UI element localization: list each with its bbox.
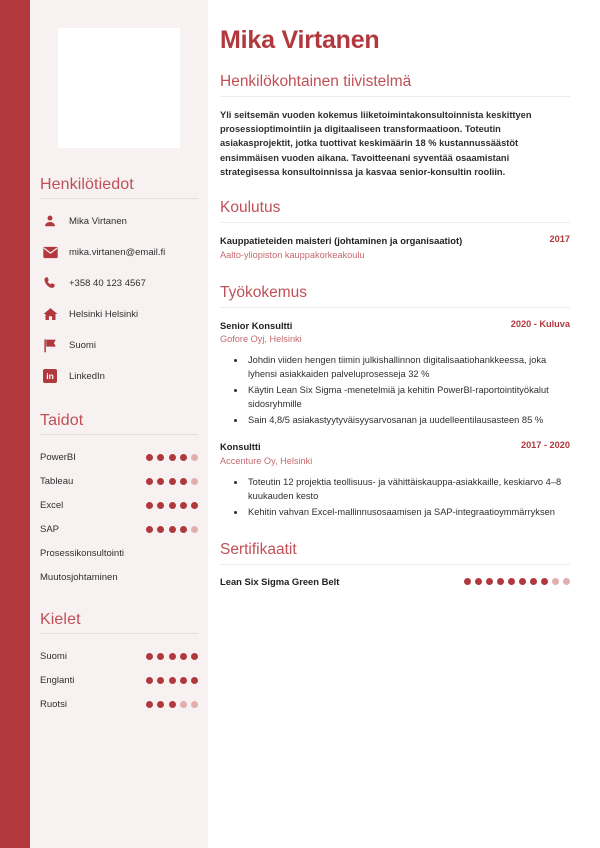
rating-dot: [169, 526, 176, 533]
rating-dot: [146, 502, 153, 509]
section-certificates: [220, 541, 570, 587]
phone-icon: [40, 274, 60, 292]
skill-label: SAP: [40, 523, 60, 535]
education-school: Aalto-yliopiston kauppakorkeakoulu: [220, 249, 365, 260]
section-education: [220, 199, 570, 262]
rating-dot: [191, 454, 198, 461]
rating-dot: [146, 454, 153, 461]
rating-dot: [169, 677, 176, 684]
skill-label: Prosessikonsultointi: [40, 547, 124, 559]
rating-dot: [191, 478, 198, 485]
page-title: Mika Virtanen: [220, 26, 380, 54]
language-row: [40, 668, 198, 692]
section-experience: [220, 284, 570, 519]
certificates-rule: [220, 564, 570, 565]
sidebar-section-languages: [30, 611, 208, 716]
contact-row-phone[interactable]: [40, 271, 198, 295]
skill-label: PowerBI: [40, 451, 76, 463]
experience-bullet: • Toteutin 12 projektia teollisuus- ja vähittäiskauppa-asiakkaille, keskiarvo 4–8 kuukauden kesto: [246, 475, 570, 503]
experience-company: Gofore Oyj, Helsinki: [220, 334, 302, 345]
education-list: [220, 234, 570, 262]
contact-location-text: Helsinki Helsinki: [69, 308, 139, 320]
rating-dot: [191, 502, 198, 509]
certificates-list: [220, 576, 570, 587]
rating-dots: [464, 578, 570, 585]
summary-title: Henkilökohtainen tiivistelmä: [220, 73, 412, 90]
rating-dots: [146, 653, 198, 660]
flag-icon: [40, 336, 60, 354]
rating-dot: [146, 701, 153, 708]
rating-dot: [180, 526, 187, 533]
rating-dot: [464, 578, 471, 585]
experience-entry-head: [220, 440, 570, 454]
experience-list: [220, 319, 570, 519]
language-label: Ruotsi: [40, 698, 67, 710]
rating-dot: [157, 502, 164, 509]
rating-dot: [191, 526, 198, 533]
main-content: [208, 0, 600, 848]
contact-nationality-text: Suomi: [69, 339, 96, 351]
rating-dot: [157, 454, 164, 461]
language-row: [40, 692, 198, 716]
rating-dot: [563, 578, 570, 585]
experience-bullet: • Johdin viiden hengen tiimin julkishallinnon digitalisaatiohankkeessa, joka lyhensi asiakkaiden palveluprosesseja 32 %: [246, 353, 570, 381]
rating-dot: [519, 578, 526, 585]
sidebar-skills-title: Taidot: [40, 412, 84, 429]
summary-text: Yli seitsemän vuoden kokemus liiketoimintakonsultoinnista keskittyen prosessioptimointiin ja digitaaliseen transformaatioon. Toteutin asiakasprojektit, jotka tuottivat keskimäärin 18 % kustannussäästöt ensimmäisen vuoden aikana. Tavoitteenani syventää osaamistani strategisessa konsultoinnissa ja kasvaa senior-konsultin rooliin.: [220, 110, 532, 177]
certificate-name: Lean Six Sigma Green Belt: [220, 575, 340, 587]
rating-dot: [180, 502, 187, 509]
rating-dot: [169, 478, 176, 485]
rating-dot: [146, 677, 153, 684]
rating-dot: [169, 701, 176, 708]
experience-company: Accenture Oy, Helsinki: [220, 455, 313, 466]
rating-dot: [169, 502, 176, 509]
sidebar-personal-rule: [40, 198, 198, 199]
rating-dot: [541, 578, 548, 585]
contact-name-text: Mika Virtanen: [69, 215, 127, 227]
home-icon: [40, 305, 60, 323]
experience-bullet: • Kehitin vahvan Excel-mallinnusosaamisen ja SAP-integraatioymmärryksen: [246, 505, 570, 519]
rating-dot: [180, 677, 187, 684]
rating-dots: [146, 454, 198, 461]
experience-date: 2017 - 2020: [520, 440, 570, 451]
rating-dot: [191, 677, 198, 684]
contact-row-nationality: [40, 333, 198, 357]
certificate-row: [220, 576, 570, 587]
linkedin-badge-label: in: [43, 369, 57, 383]
profile-photo-placeholder: [58, 28, 180, 148]
skills-list: [40, 445, 198, 589]
education-degree: Kauppatieteiden maisteri (johtaminen ja organisaatiot): [220, 235, 463, 247]
experience-title: Työkokemus: [220, 283, 308, 301]
experience-bullets: [220, 475, 570, 519]
skill-row: [40, 445, 198, 469]
rating-dots: [146, 502, 198, 509]
sidebar-languages-title: Kielet: [40, 611, 81, 628]
experience-role: Konsultti: [220, 441, 261, 453]
rating-dot: [180, 701, 187, 708]
skill-label: Tableau: [40, 475, 74, 487]
skill-label: Excel: [40, 499, 64, 511]
rating-dot: [475, 578, 482, 585]
rating-dot: [508, 578, 515, 585]
rating-dots: [146, 701, 198, 708]
skill-row: [40, 493, 198, 517]
rating-dot: [530, 578, 537, 585]
sidebar-skills-rule: [40, 434, 198, 435]
rating-dot: [180, 653, 187, 660]
rating-dot: [180, 478, 187, 485]
rating-dots: [146, 478, 198, 485]
contact-row-linkedin[interactable]: [40, 364, 198, 388]
sidebar-languages-rule: [40, 633, 198, 634]
section-summary: [220, 73, 570, 179]
experience-date: 2020 - Kuluva: [510, 318, 570, 329]
education-entry-head: [220, 234, 570, 248]
experience-role: Senior Konsultti: [220, 319, 293, 331]
experience-bullet: • Käytin Lean Six Sigma -menetelmiä ja kehitin PowerBI-raportointityökalut sidosryhmille: [246, 383, 570, 411]
education-title: Koulutus: [220, 199, 281, 217]
language-label: Suomi: [40, 650, 67, 662]
rating-dot: [157, 478, 164, 485]
skill-row: [40, 517, 198, 541]
rating-dot: [157, 653, 164, 660]
skill-row: [40, 541, 198, 565]
rating-dot: [157, 701, 164, 708]
contact-email-text: mika.virtanen@email.fi: [69, 246, 166, 258]
education-rule: [220, 222, 570, 223]
skill-label: Muutosjohtaminen: [40, 571, 118, 583]
sidebar-section-skills: [30, 412, 208, 589]
skill-row: [40, 469, 198, 493]
contact-row-name: [40, 209, 198, 233]
experience-bullets: [220, 353, 570, 427]
person-icon: [40, 212, 60, 230]
summary-rule: [220, 96, 570, 97]
experience-bullet: • Sain 4,8/5 asiakastyytyväisyysarvosanan ja uudelleentilausasteen 85 %: [246, 413, 570, 427]
linkedin-icon: [40, 367, 60, 385]
language-row: [40, 644, 198, 668]
rating-dot: [552, 578, 559, 585]
contact-row-email[interactable]: [40, 240, 198, 264]
sidebar-personal-title: Henkilötiedot: [40, 176, 134, 193]
languages-list: [40, 644, 198, 716]
contact-phone-text: +358 40 123 4567: [69, 277, 146, 289]
rating-dot: [146, 526, 153, 533]
rating-dot: [157, 526, 164, 533]
education-date: 2017: [549, 234, 570, 245]
rating-dot: [157, 677, 164, 684]
rating-dot: [146, 478, 153, 485]
contact-row-location: [40, 302, 198, 326]
rating-dot: [180, 454, 187, 461]
sidebar: [30, 0, 208, 848]
experience-entry: [220, 440, 570, 519]
rating-dot: [497, 578, 504, 585]
rating-dot: [169, 653, 176, 660]
sidebar-section-personal: [30, 176, 208, 388]
contact-linkedin-text: LinkedIn: [69, 370, 105, 382]
rating-dots: [146, 526, 198, 533]
experience-entry: [220, 319, 570, 428]
rating-dot: [191, 701, 198, 708]
education-entry: [220, 234, 570, 262]
language-label: Englanti: [40, 674, 75, 686]
experience-rule: [220, 307, 570, 308]
envelope-icon: [40, 243, 60, 261]
experience-entry-head: [220, 319, 570, 333]
skill-row: [40, 565, 198, 589]
rating-dot: [191, 653, 198, 660]
rating-dot: [146, 653, 153, 660]
certificates-title: Sertifikaatit: [220, 540, 297, 558]
rating-dot: [169, 454, 176, 461]
rating-dot: [486, 578, 493, 585]
rating-dots: [146, 677, 198, 684]
left-accent-bar: [0, 0, 30, 848]
